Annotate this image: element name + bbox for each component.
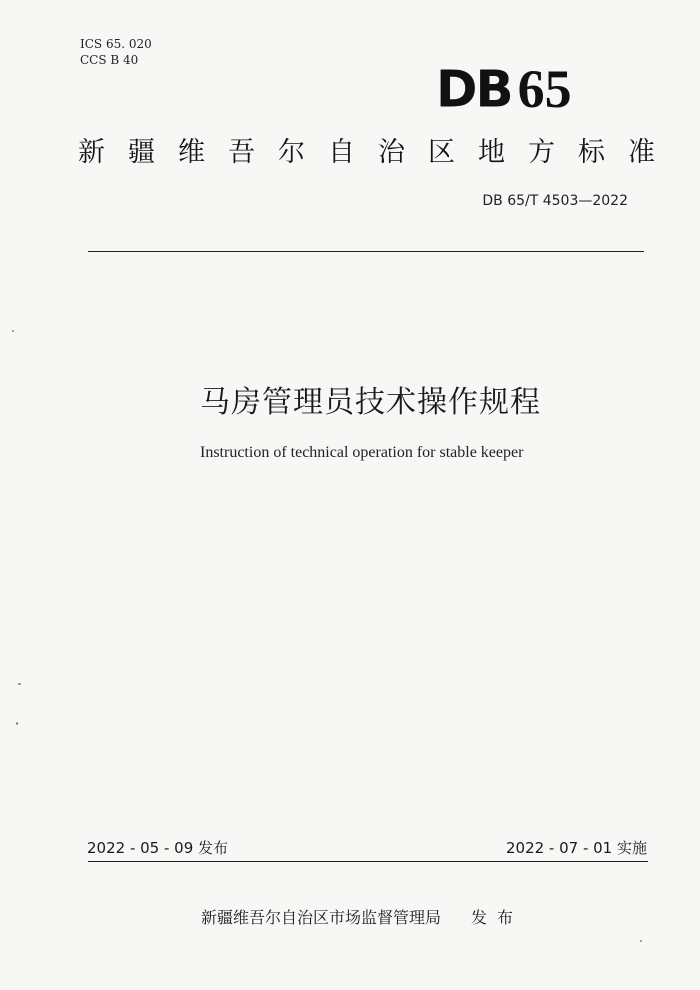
publisher-action: 发布 [471, 908, 524, 927]
classification-codes [80, 36, 152, 68]
standard-type-heading: 新疆维吾尔自治区地方标准 [78, 137, 678, 168]
implementation-date: 2022 - 07 - 01 实施 [505, 839, 647, 857]
standard-number: DB 65/T 4503—2022 [482, 193, 628, 209]
publisher-line [201, 905, 523, 928]
logo-db-text: DB [436, 59, 512, 119]
document-title-chinese: 马房管理员技术操作规程 [200, 385, 541, 420]
scan-speck [16, 722, 18, 725]
scan-speck [18, 683, 21, 685]
scan-speck [12, 330, 14, 332]
db65-logo [436, 58, 572, 119]
document-title-english: Instruction of technical operation for stable keeper [200, 444, 524, 461]
logo-number-text: 65 [517, 59, 572, 119]
issue-date: 2022 - 05 - 09 发布 [87, 839, 229, 857]
ccs-code: CCS B 40 [80, 53, 139, 67]
scan-speck [640, 940, 642, 942]
bottom-divider [88, 861, 648, 862]
ics-code: ICS 65. 020 [80, 37, 152, 51]
top-divider [88, 251, 644, 252]
publisher-name: 新疆维吾尔自治区市场监督管理局 [201, 908, 442, 927]
